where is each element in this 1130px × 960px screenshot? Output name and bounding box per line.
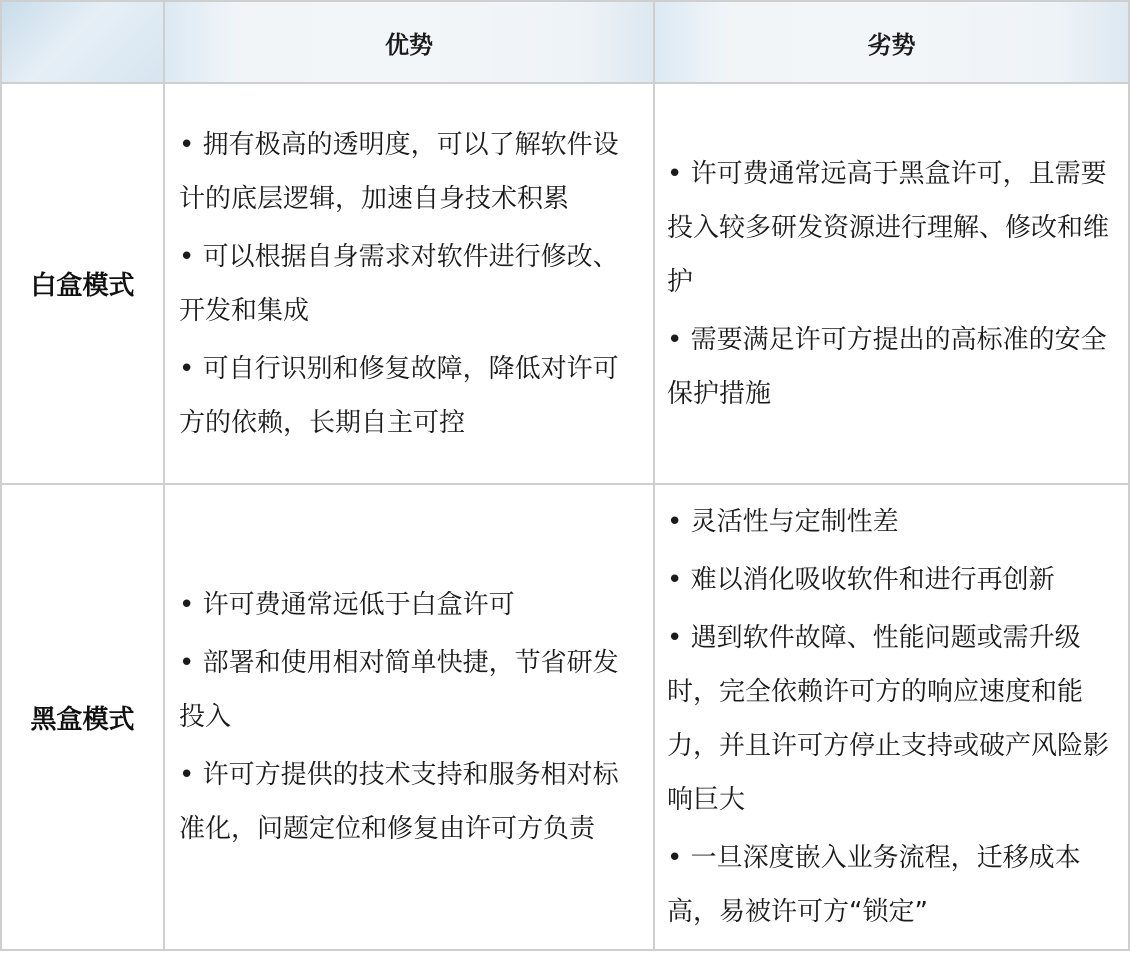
disadvantage-item: • 难以消化吸收软件和进行再创新 [667, 565, 1055, 595]
disadvantage-item: • 一旦深度嵌入业务流程，迁移成本高，易被许可方“锁定” [667, 843, 1081, 927]
advantage-item: • 部署和使用相对简单快捷，节省研发投入 [179, 648, 619, 732]
disadvantages-cell-black-box [654, 484, 1129, 950]
mode-label-white-box: 白盒模式 [1, 83, 164, 484]
mode-label-black-box: 黑盒模式 [1, 484, 164, 950]
advantage-item: • 拥有极高的透明度，可以了解软件设计的底层逻辑，加速自身技术积累 [179, 129, 619, 214]
advantage-item: • 许可费通常远低于白盒许可 [179, 590, 515, 620]
advantage-item: • 许可方提供的技术支持和服务相对标准化，问题定位和修复由许可方负责 [179, 760, 619, 844]
disadvantage-item: • 需要满足许可方提出的高标准的安全保护措施 [667, 324, 1107, 409]
disadvantage-item: • 灵活性与定制性差 [667, 507, 899, 537]
advantage-item: • 可自行识别和修复故障，降低对许可方的依赖，长期自主可控 [179, 353, 619, 438]
header-advantages: 优势 [164, 1, 654, 83]
table-row-black-box [1, 484, 1129, 950]
advantages-cell-black-box [164, 484, 654, 950]
disadvantages-cell-white-box [654, 83, 1129, 484]
header-disadvantages: 劣势 [654, 1, 1129, 83]
advantage-item: • 可以根据自身需求对软件进行修改、开发和集成 [179, 241, 619, 326]
header-corner-cell [1, 1, 164, 83]
header-row [1, 1, 1129, 83]
disadvantage-item: • 遇到软件故障、性能问题或需升级时，完全依赖许可方的响应速度和能力，并且许可方停止支持或破产风险影响巨大 [667, 623, 1110, 815]
table-row-white-box [1, 83, 1129, 484]
disadvantage-item: • 许可费通常远高于黑盒许可，且需要投入较多研发资源进行理解、修改和维护 [667, 158, 1110, 297]
advantages-cell-white-box [164, 83, 654, 484]
